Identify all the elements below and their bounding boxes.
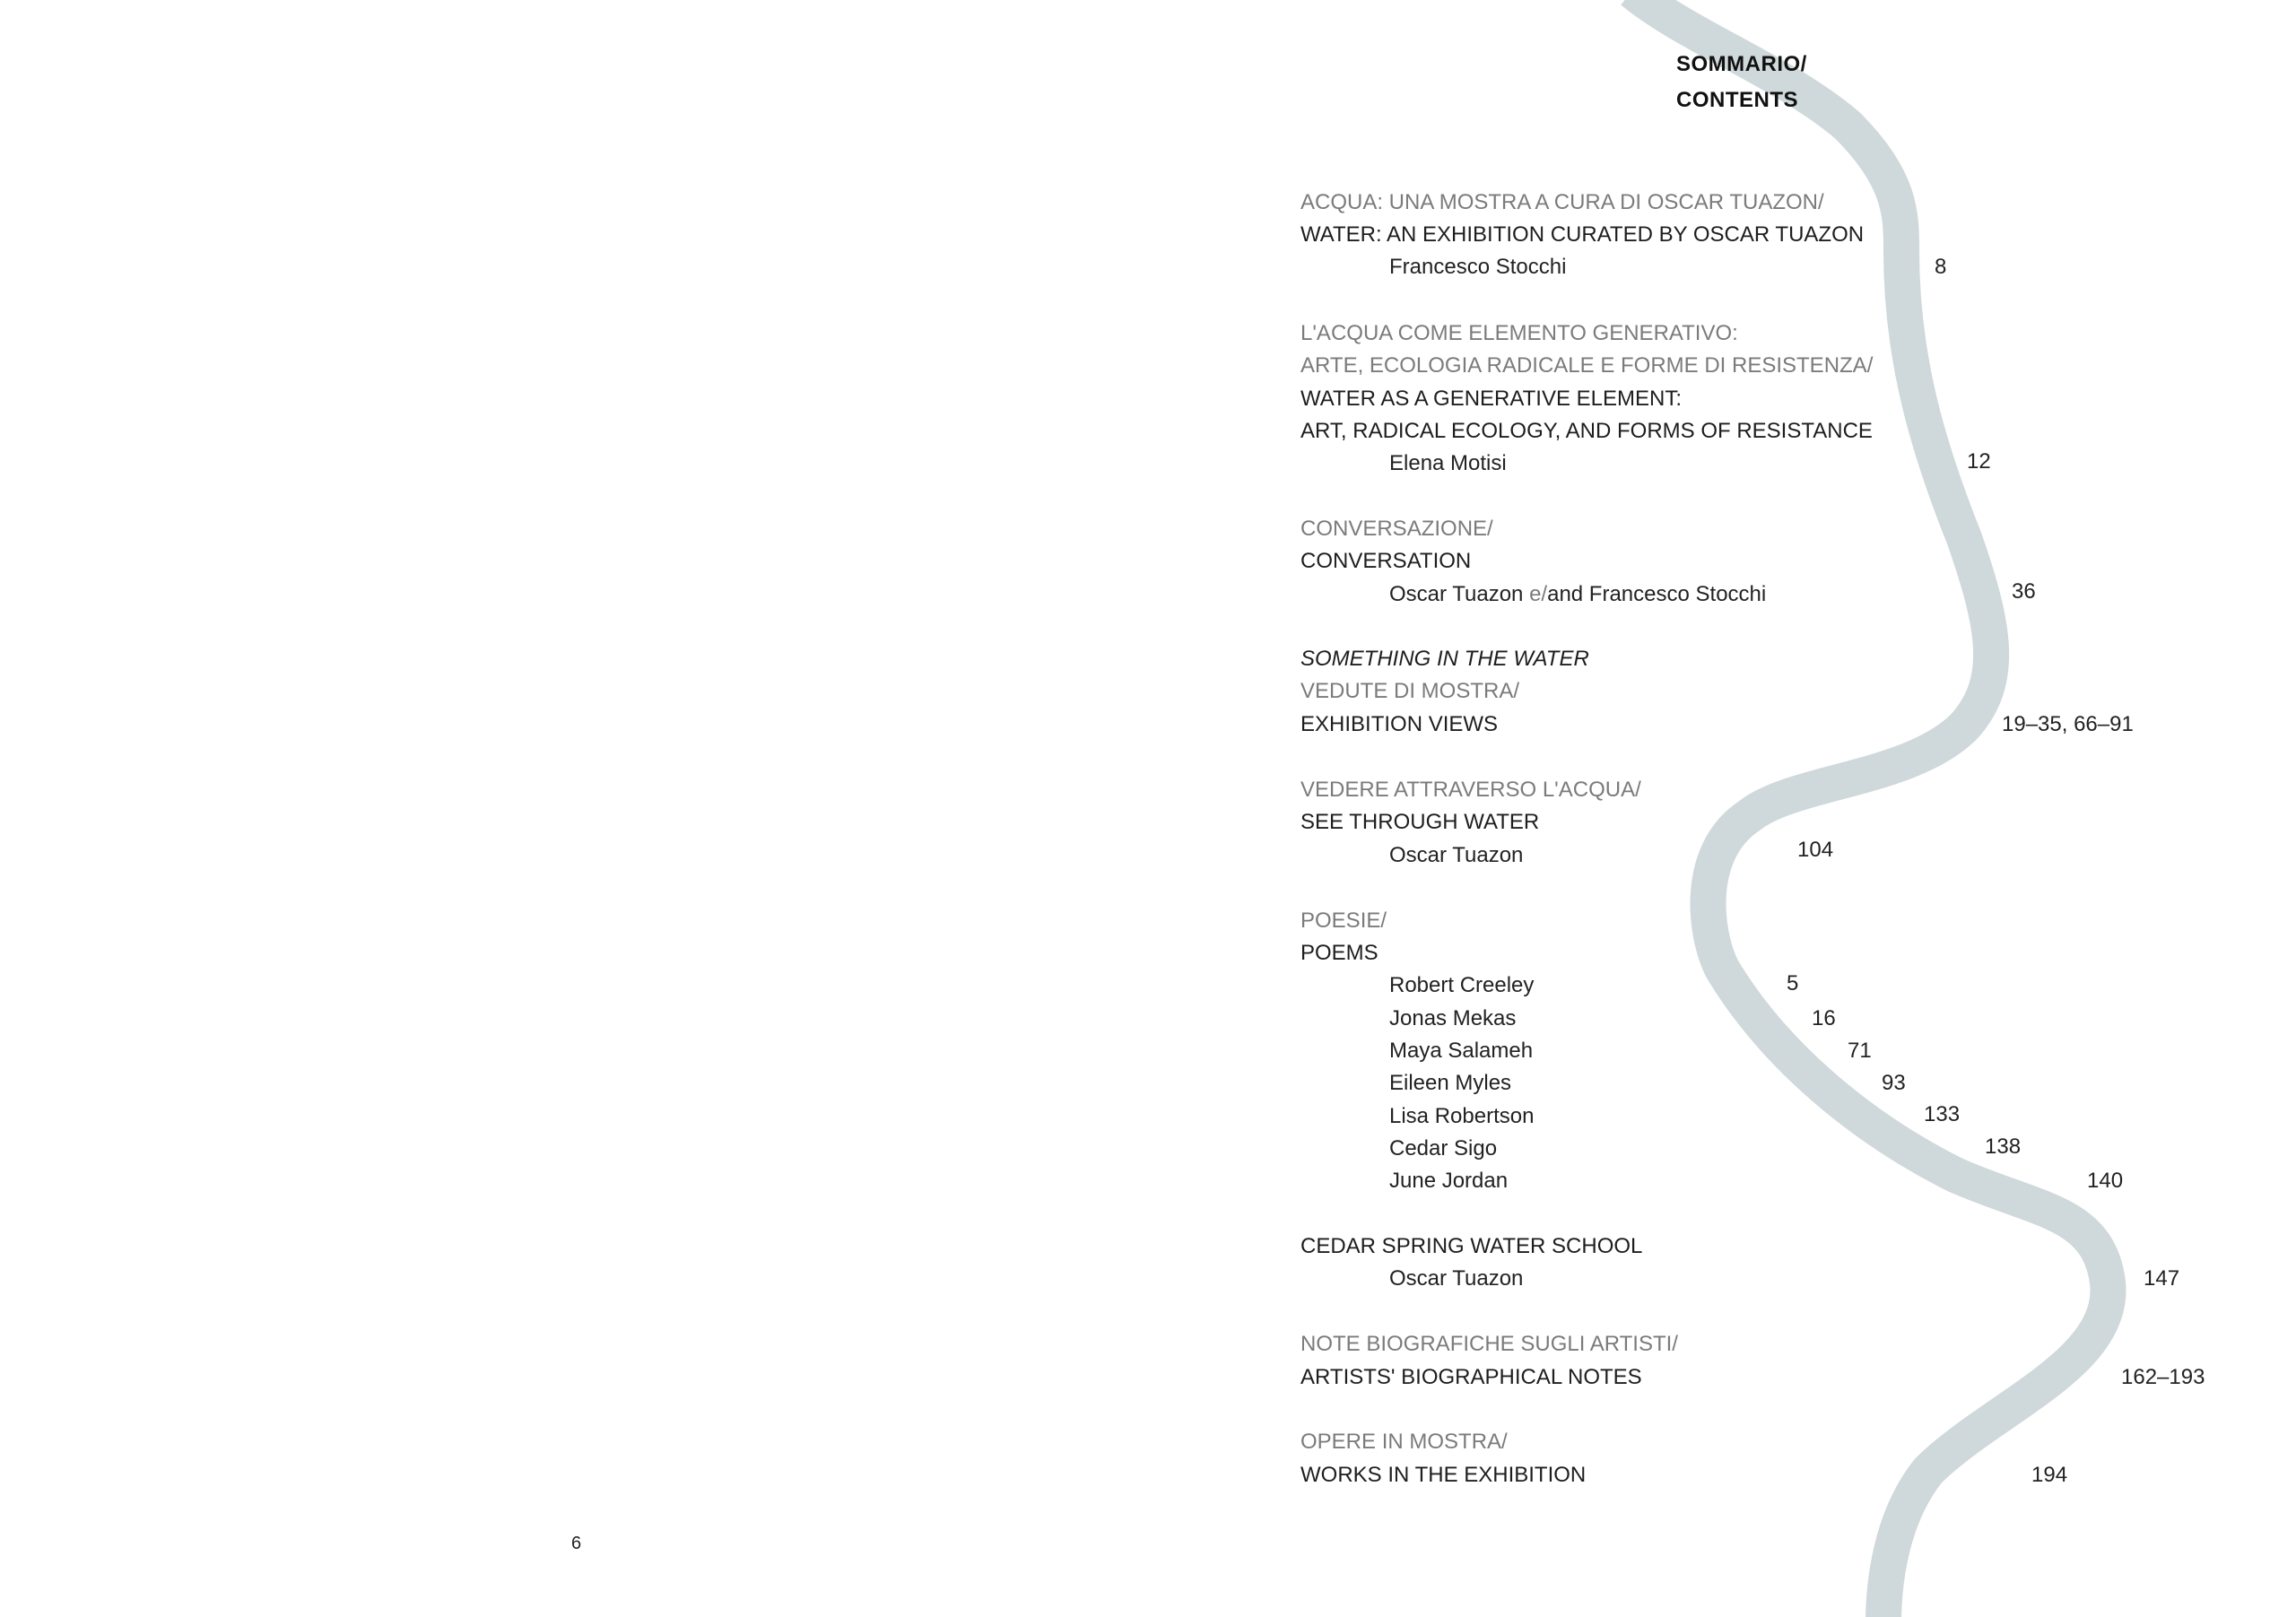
entry-title-italian: ACQUA: UNA MOSTRA A CURA DI OSCAR TUAZON/ [1300,190,1824,214]
author-name: and Francesco Stocchi [1547,582,1767,606]
entry-title-english: CONVERSATION [1300,549,1472,573]
entry-title-english: WATER AS A GENERATIVE ELEMENT: [1300,387,1682,411]
entry-title-english: ART, RADICAL ECOLOGY, AND FORMS OF RESISTANCE [1300,419,1873,443]
entry-page-number: 36 [2012,579,2036,604]
poet-page-number: 138 [1985,1135,2022,1159]
poet-name: Maya Salameh [1389,1039,1534,1063]
entry-title-italian: L'ACQUA COME ELEMENTO GENERATIVO: [1300,321,1738,345]
entry-page-range: 19–35, 66–91 [2002,712,2134,736]
entry-author [1389,578,1766,611]
entry-title-english: POEMS [1300,941,1378,965]
entry-title-italian: VEDUTE DI MOSTRA/ [1300,679,1520,703]
entry-page-number: 194 [2031,1463,2068,1487]
author-name: Oscar Tuazon [1389,582,1524,606]
poet-page-number: 5 [1787,971,1799,995]
entry-title-italian: VEDERE ATTRAVERSO L'ACQUA/ [1300,778,1641,802]
heading-line-english: CONTENTS [1676,88,1798,112]
heading-line-italian: SOMMARIO/ [1676,52,1807,76]
author-conjunction: e/ [1529,582,1548,606]
entry-title-italian: POESIE/ [1300,908,1387,933]
entry-page-range: 162–193 [2121,1365,2205,1389]
entry-page-number: 104 [1797,838,1834,862]
entry-title-english: ARTISTS' BIOGRAPHICAL NOTES [1300,1365,1642,1389]
entry-title-italian: OPERE IN MOSTRA/ [1300,1430,1508,1454]
entry-title-english: EXHIBITION VIEWS [1300,712,1499,736]
entry-title-english: CEDAR SPRING WATER SCHOOL [1300,1234,1643,1258]
poet-page-number: 16 [1812,1006,1836,1030]
entry-author: Oscar Tuazon [1389,1266,1524,1291]
entry-author: Elena Motisi [1389,451,1507,475]
poet-page-number: 71 [1848,1039,1872,1063]
poet-page-number: 140 [2087,1169,2124,1193]
poet-name: Lisa Robertson [1389,1104,1535,1128]
entry-title-italian: CONVERSAZIONE/ [1300,517,1493,541]
entry-title-english: WORKS IN THE EXHIBITION [1300,1463,1587,1487]
entry-title-english: WATER: AN EXHIBITION CURATED BY OSCAR TUAZON [1300,222,1865,247]
entry-page-number: 12 [1967,449,1991,474]
poet-name: Jonas Mekas [1389,1006,1517,1030]
entry-author: Oscar Tuazon [1389,843,1524,867]
entry-author: Francesco Stocchi [1389,255,1567,279]
poet-page-number: 93 [1882,1071,1906,1095]
entry-title-work: SOMETHING IN THE WATER [1300,647,1589,671]
entry-title-english: SEE THROUGH WATER [1300,810,1540,834]
entry-title-italian: NOTE BIOGRAFICHE SUGLI ARTISTI/ [1300,1332,1678,1356]
entry-title-italian: ARTE, ECOLOGIA RADICALE E FORME DI RESISTENZA/ [1300,353,1874,378]
poet-name: Eileen Myles [1389,1071,1512,1095]
entry-page-number: 8 [1935,255,1947,279]
poet-name: Robert Creeley [1389,973,1535,997]
contents-heading [1676,47,1807,118]
poet-name: June Jordan [1389,1169,1509,1193]
page-folio-number: 6 [571,1534,582,1553]
entry-page-number: 147 [2144,1266,2180,1291]
poet-page-number: 133 [1924,1102,1961,1126]
poet-name: Cedar Sigo [1389,1136,1498,1161]
